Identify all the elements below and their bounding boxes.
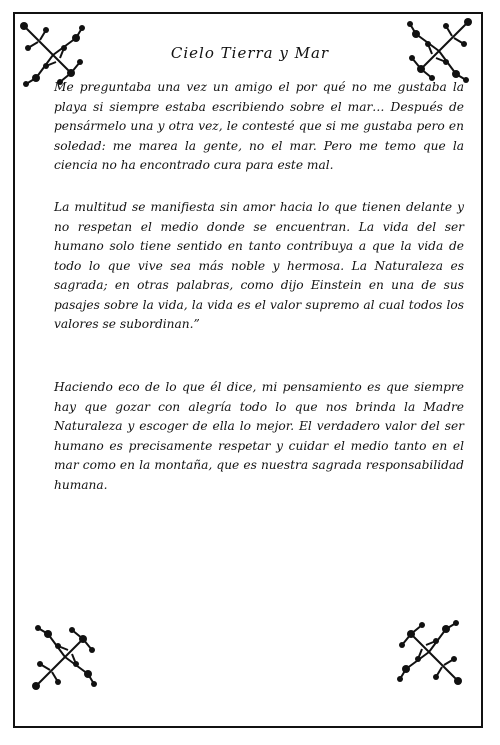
floral-corner-icon <box>392 615 466 689</box>
page-title: Cielo Tierra y Mar <box>170 44 330 62</box>
paragraph-1: Me preguntaba una vez un amigo el por qué no me gustaba la playa si siempre estaba escribiendo sobre el mar… Después de pensármelo una y otra vez, le contesté que si me gustaba pero en soledad: me marea la gente, no el mar. Pero me temo que la ciencia no ha encontrado cura para este mal. <box>54 80 464 172</box>
paragraph-3: Haciendo eco de lo que él dice, mi pensamiento es que siempre hay que gozar con alegría todo lo que nos brinda la Madre Naturaleza y escoger de ella lo mejor. El verdadero valor del ser humano es precisamente respetar y cuidar el medio tanto en el mar como en la montaña, que es nuestra sagrada responsabilidad humana. <box>54 380 464 492</box>
paragraph-2: La multitud se manifiesta sin amor hacia lo que tienen delante y no respetan el medio donde se encuentran. La vida del ser humano solo tiene sentido en tanto contribuya a que la vida de todo lo que vive sea más noble y hermosa. La Naturaleza es sagrada; en otras palabras, como dijo Einstein en una de sus pasajes sobre la vida, la vida es el valor supremo al cual todos los valores se subordinan.” <box>54 200 464 331</box>
floral-corner-icon <box>28 620 102 694</box>
